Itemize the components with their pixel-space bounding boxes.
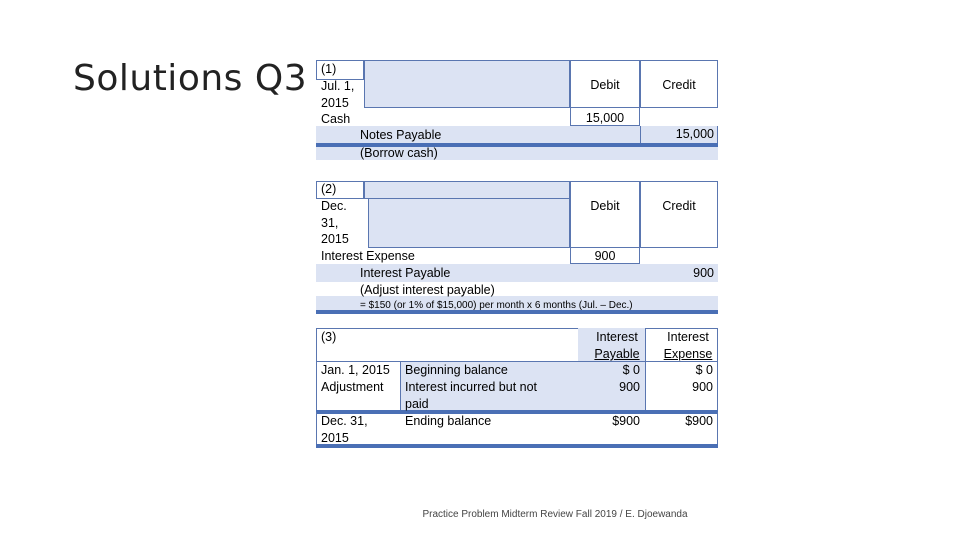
- entry3-col2-header-line1: Interest: [667, 330, 709, 344]
- entry1-credit-account: Notes Payable: [360, 128, 442, 142]
- entry1-date-line1: Jul. 1,: [321, 79, 355, 93]
- entry3-ending-col2: $900: [685, 414, 713, 428]
- entry2-calculation-note: = $150 (or 1% of $15,000) per month x 6 months (Jul. – Dec.): [360, 300, 633, 311]
- entry3-row1-col1: $ 0: [622, 363, 640, 377]
- entry1-debit-header: Debit: [590, 78, 620, 92]
- entry2-debit-account: Interest Expense: [321, 249, 415, 263]
- entry3-row1-desc: Beginning balance: [405, 363, 508, 377]
- entry3-row2-date: Adjustment: [321, 380, 384, 394]
- entry2-debit-amount: 900: [594, 249, 616, 263]
- entry3-col1-header-line2: Payable: [594, 347, 640, 361]
- entry3-col1-header-line1: Interest: [596, 330, 638, 344]
- entry1-header-fill: [364, 60, 570, 108]
- entry1-memo: (Borrow cash): [360, 146, 438, 160]
- entry3-row1-col2: $ 0: [695, 363, 713, 377]
- entry2-date-line3: 2015: [321, 232, 349, 246]
- entry3-row2-col2: 900: [692, 380, 713, 394]
- footer: [0, 509, 960, 520]
- entry1-credit-amount: 15,000: [675, 127, 714, 141]
- entry3-ending-date-line1: Dec. 31,: [321, 414, 368, 428]
- page-title: Solutions Q3: [73, 58, 308, 99]
- entry3-bottom-rule: [316, 444, 718, 448]
- entry2-date-line1: Dec.: [321, 199, 347, 213]
- entry2-header-fill: [364, 181, 570, 199]
- entry2-credit-header: Credit: [662, 199, 696, 213]
- entry2-number: (2): [321, 182, 337, 196]
- entry3-row3-desc: paid: [405, 397, 429, 411]
- entry3-ending-date-line2: 2015: [321, 431, 349, 445]
- entry3-row1-date: Jan. 1, 2015: [321, 363, 390, 377]
- entry2-credit-account: Interest Payable: [360, 266, 451, 280]
- entry1-debit-amount: 15,000: [585, 111, 625, 125]
- entry3-ending-desc: Ending balance: [405, 414, 492, 428]
- entry3-number: (3): [321, 330, 337, 344]
- entry3-row2-desc: Interest incurred but not: [405, 380, 538, 394]
- entry2-memo: (Adjust interest payable): [360, 283, 495, 297]
- entry3-row2-col1: 900: [619, 380, 640, 394]
- entry2-account-fill: [368, 198, 570, 248]
- entry2-debit-header: Debit: [590, 199, 620, 213]
- footer-text: Practice Problem Midterm Review Fall 2019 / E. Djoewanda: [422, 509, 688, 520]
- entry1-number: (1): [321, 62, 337, 76]
- entry2-date-line2: 31,: [321, 216, 339, 230]
- entry1-debit-account: Cash: [321, 112, 351, 126]
- entry1-credit-header: Credit: [662, 78, 696, 92]
- entry3-ending-col1: $900: [612, 414, 640, 428]
- entry1-date-line2: 2015: [321, 96, 349, 110]
- entry2-credit-amount: 900: [693, 266, 714, 280]
- entry3-col2-header-line2: Expense: [663, 347, 713, 361]
